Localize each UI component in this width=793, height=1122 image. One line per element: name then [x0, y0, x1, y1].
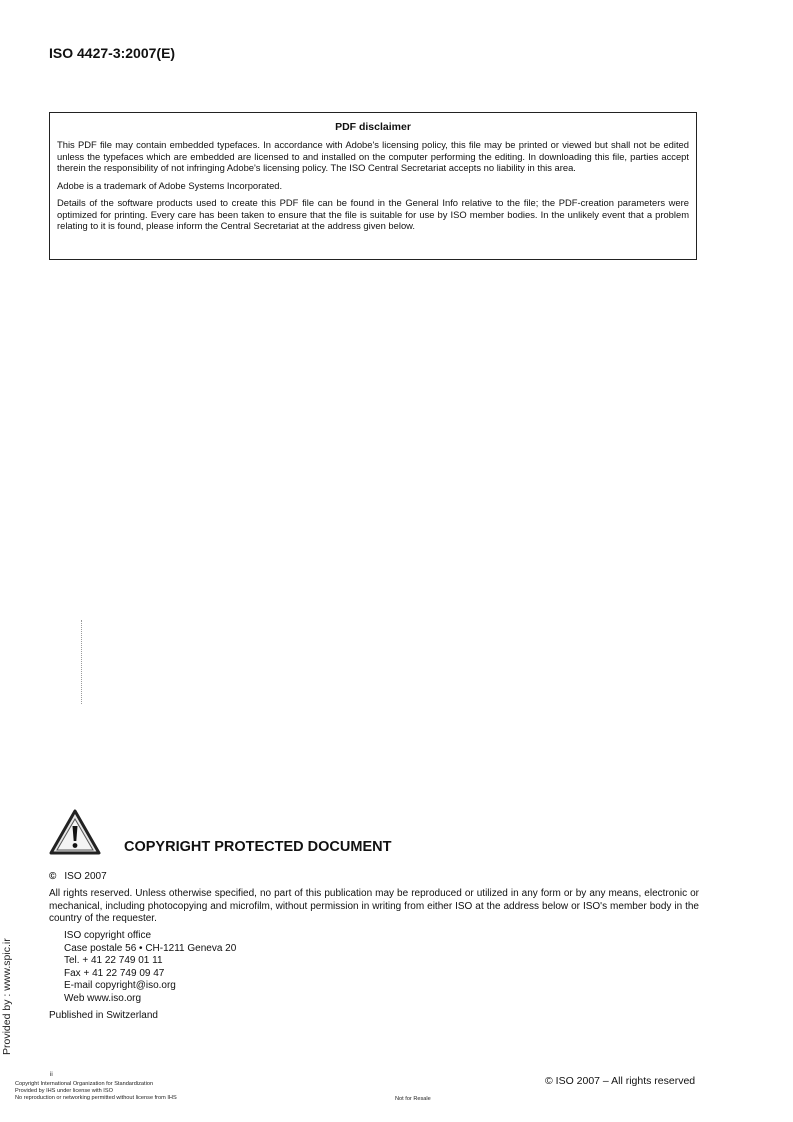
document-id: ISO 4427-3:2007(E)	[49, 45, 176, 61]
office-line: Case postale 56 • CH-1211 Geneva 20	[64, 942, 237, 954]
copyright-title: COPYRIGHT PROTECTED DOCUMENT	[124, 839, 392, 855]
copyright-symbol: ©	[49, 871, 57, 882]
pdf-disclaimer-box	[49, 112, 697, 260]
footer-license-notice	[15, 1081, 177, 1102]
footer-line: Copyright International Organization for Standardization	[15, 1081, 154, 1087]
disclaimer-paragraph: Adobe is a trademark of Adobe Systems Incorporated.	[57, 179, 283, 191]
copyright-year-text: ISO 2007	[64, 871, 107, 882]
office-line: ISO copyright office	[64, 930, 152, 941]
scan-artifact-dots	[81, 620, 86, 704]
office-line: Tel. + 41 22 749 01 11	[64, 955, 163, 967]
footer-line: Provided by IHS under license with ISO	[15, 1088, 113, 1094]
rights-statement: All rights reserved. Unless otherwise specified, no part of this publication may be reproduced or utilized in any form or by any means, electronic or mechanical, including photocopying and microfilm, without permission in writing from either ISO at the address below or ISO's member body in the country of the requester.	[49, 888, 699, 924]
copyright-year	[49, 871, 107, 882]
office-email: E-mail copyright@iso.org	[64, 980, 176, 992]
copyright-office-address	[64, 930, 236, 1006]
provided-by-side-note: Provided by : www.spic.ir	[1, 938, 13, 1055]
disclaimer-paragraph: Details of the software products used to create this PDF file can be found in the General Info relative to the file; the PDF-creation parameters were optimized for printing. Every care has been taken to ensure that the file is suitable for use by ISO member bodies. In the unlikely event that a problem relating to it is found, please inform the Central Secretariat at the address given below.	[57, 197, 689, 231]
page-number: ii	[50, 1072, 53, 1078]
footer-line: No reproduction or networking permitted without license from IHS	[15, 1095, 177, 1101]
warning-triangle-icon	[49, 808, 101, 856]
office-line: Fax + 41 22 749 09 47	[64, 967, 165, 979]
footer-copyright: © ISO 2007 – All rights reserved	[545, 1075, 696, 1087]
disclaimer-title: PDF disclaimer	[335, 121, 411, 133]
footer-not-for-resale: Not for Resale	[395, 1096, 431, 1102]
office-web: Web www.iso.org	[64, 992, 142, 1004]
disclaimer-paragraph: This PDF file may contain embedded typefaces. In accordance with Adobe's licensing policy, this file may be printed or viewed but shall not be edited unless the typefaces which are embedded are licensed to and installed on the computer performing the editing. In downloading this file, parties accept therein the responsibility of not infringing Adobe's licensing policy. The ISO Central Secretariat accepts no liability in this area.	[57, 139, 689, 173]
published-location: Published in Switzerland	[49, 1010, 158, 1021]
